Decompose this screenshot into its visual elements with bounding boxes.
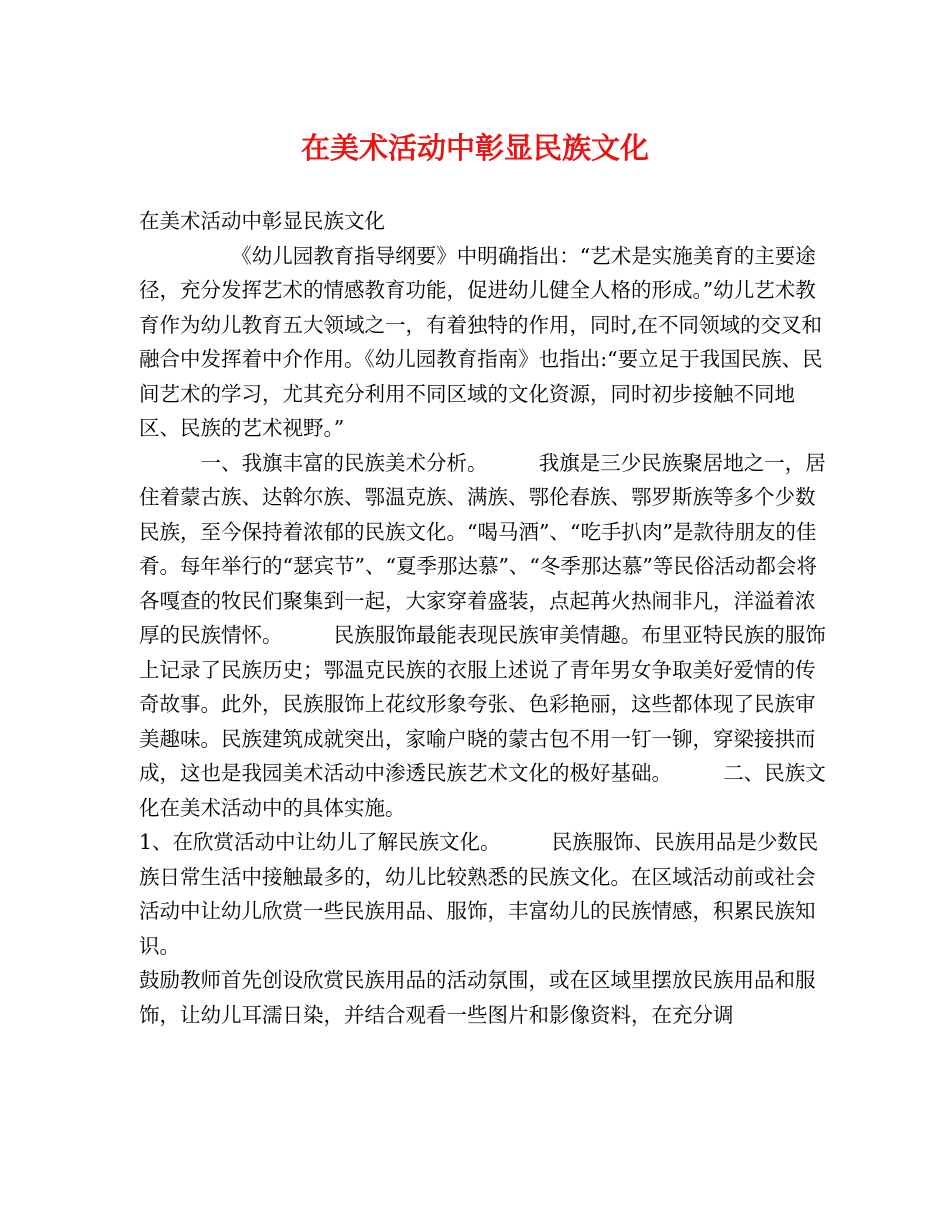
body-paragraph-appreciation: 1、在欣赏活动中让幼儿了解民族文化。 民族服饰、民族用品是少数民族日常生活中接触最多的，幼儿比较熟悉的民族文化。在区域活动前或社会活动中让幼儿欣赏一些民族用品、服饰，丰富幼儿的民族情感，积累民族知识。 — [139, 830, 819, 958]
body-paragraph-intro: 《幼儿园教育指导纲要》中明确指出：“艺术是实施美育的主要途径，充分发挥艺术的情感教育功能，促进幼儿健全人格的形成。”幼儿艺术教育作为幼儿教育五大领域之一，有着独特的作用，同时,在不同领域的交叉和融合中发挥着中介作用。《幼儿园教育指南》也指出:“要立足于我国民族、民间艺术的学习，尤其充分利用不同区域的文化资源，同时初步接触不同地区、民族的艺术视野。” — [139, 243, 823, 440]
body-paragraph-encourage: 鼓励教师首先创设欣赏民族用品的活动氛围，或在区域里摆放民族用品和服饰，让幼儿耳濡日染，并结合观看一些图片和影像资料，在充分调 — [139, 968, 816, 1027]
body-paragraph-heading: 在美术活动中彰显民族文化 — [139, 209, 385, 233]
document-title: 在美术活动中彰显民族文化 — [300, 131, 649, 165]
document-body — [139, 204, 829, 1032]
body-paragraph-section-one: 一、我旗丰富的民族美术分析。 我旗是三少民族聚居地之一，居住着蒙古族、达斡尔族、鄂温克族、满族、鄂伦春族、鄂罗斯族等多个少数民族，至今保持着浓郁的民族文化。“喝马酒”、“吃手扒肉”是款待朋友的佳肴。每年举行的“瑟宾节”、“夏季那达慕”、“冬季那达慕”等民俗活动都会将各嘎查的牧民们聚集到一起，大家穿着盛装，点起苒火热闹非凡，洋溢着浓厚的民族情怀。 民族服饰最能表现民族审美情趣。布里亚特民族的服饰上记录了民族历史；鄂温克民族的衣服上述说了青年男女争取美好爱情的传奇故事。此外，民族服饰上花纹形象夸张、色彩艳丽，这些都体现了民族审美趣味。民族建筑成就突出，家喻户晓的蒙古包不用一钉一铆，穿梁接拱而成，这也是我园美术活动中渗透民族艺术文化的极好基础。 二、民族文化在美术活动中的具体实施。 — [139, 450, 826, 820]
